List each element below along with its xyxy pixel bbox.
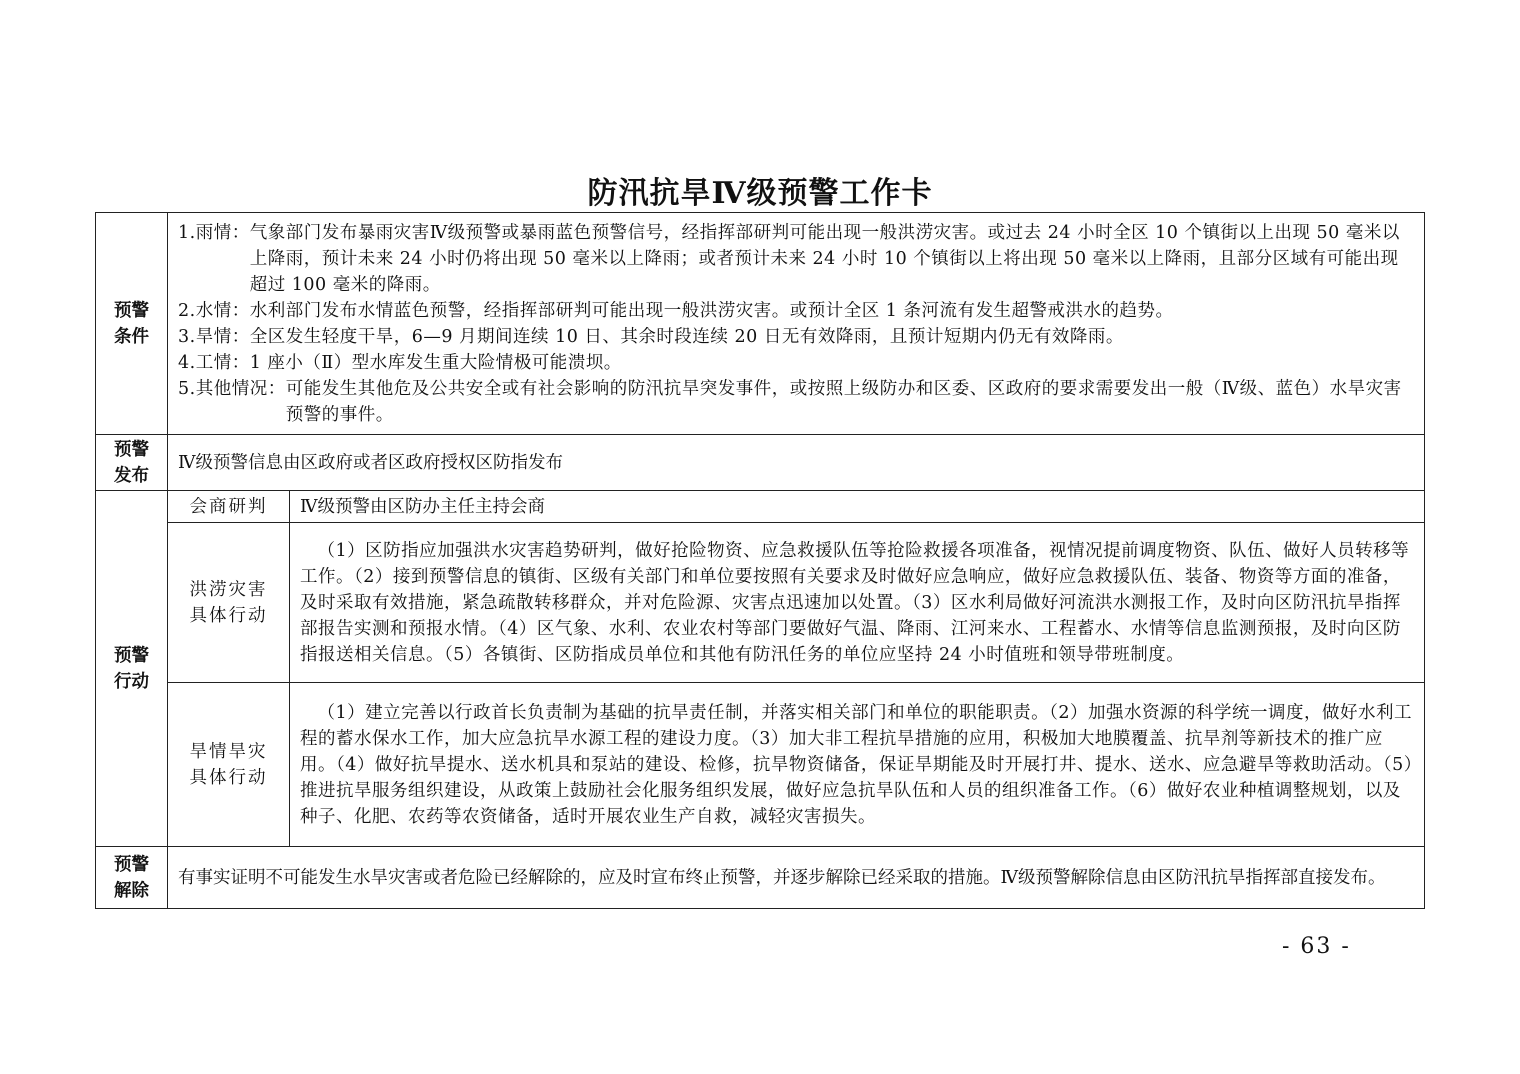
condition-item: 2.水情： 水利部门发布水情蓝色预警，经指挥部研判可能出现一般洪涝灾害。或预计全区 1 条河流有发生超警戒洪水的趋势。: [178, 300, 1174, 321]
condition-item: 3.旱情： 全区发生轻度干旱，6—9 月期间连续 10 日、其余时段连续 20 日无有效降雨，且预计短期内仍无有效降雨。: [178, 326, 1124, 347]
page-number: - 63 -: [1282, 934, 1351, 959]
condition-item: 1.雨情： 气象部门发布暴雨灾害Ⅳ级预警或暴雨蓝色预警信号，经指挥部研判可能出现一般洪涝灾害。或过去 24 小时全区 10 个镇街以上出现 50 毫米以上降雨，预计未来 24 小时仍将出现 50 毫米以上降雨；或者预计未来 24 小时 10 个镇街以上将出现 50 毫米以上降雨，且部分区域有可能出现超过 100 毫米的降雨。: [178, 222, 1400, 295]
consult-label: 会商研判: [168, 491, 290, 523]
release-text: Ⅳ级预警信息由区政府或者区政府授权区防指发布: [168, 435, 1425, 491]
drought-action-text: （1）建立完善以行政首长负责制为基础的抗旱责任制，并落实相关部门和单位的职能职责。（2）加强水资源的科学统一调度，做好水利工程的蓄水保水工作，加大应急抗旱水源工程的建设力度。（3）加大非工程抗旱措施的应用，积极加大地膜覆盖、抗旱剂等新技术的推广应用。（4）做好抗旱提水、送水机具和泵站的建设、检修，抗旱物资储备，保证旱期能及时开展打井、提水、送水、应急避旱等救助活动。（5）推进抗旱服务组织建设，从政策上鼓励社会化服务组织发展，做好应急抗旱队伍和人员的组织准备工作。（6）做好农业种植调整规划，以及种子、化肥、农药等农资储备，适时开展农业生产自救，减轻灾害损失。: [290, 683, 1425, 847]
flood-action-label: 洪涝灾害具体行动: [168, 523, 290, 683]
drought-action-label: 旱情旱灾具体行动: [168, 683, 290, 847]
warning-card-table: [95, 212, 1425, 909]
release-label: 预警发布: [96, 435, 168, 491]
conditions-label: 预警条件: [96, 213, 168, 435]
page-title: 防汛抗旱Ⅳ级预警工作卡: [587, 176, 933, 211]
consult-text: Ⅳ级预警由区防办主任主持会商: [290, 491, 1425, 523]
condition-item: 5.其他情况： 可能发生其他危及公共安全或有社会影响的防汛抗旱突发事件，或按照上级防办和区委、区政府的要求需要发出一般（Ⅳ级、蓝色）水旱灾害预警的事件。: [178, 378, 1402, 425]
flood-action-text: （1）区防指应加强洪水灾害趋势研判，做好抢险物资、应急救援队伍等抢险救援各项准备，视情况提前调度物资、队伍、做好人员转移等工作。（2）接到预警信息的镇街、区级有关部门和单位要按照有关要求及时做好应急响应，做好应急救援队伍、装备、物资等方面的准备，及时采取有效措施，紧急疏散转移群众，并对危险源、灾害点迅速加以处置。（3）区水利局做好河流洪水测报工作，及时向区防汛抗旱指挥部报告实测和预报水情。（4）区气象、水利、农业农村等部门要做好气温、降雨、江河来水、工程蓄水、水情等信息监测预报，及时向区防指报送相关信息。（5）各镇街、区防指成员单位和其他有防汛任务的单位应坚持 24 小时值班和领导带班制度。: [290, 523, 1425, 683]
lift-text: 有事实证明不可能发生水旱灾害或者危险已经解除的，应及时宣布终止预警，并逐步解除已经采取的措施。Ⅳ级预警解除信息由区防汛抗旱指挥部直接发布。: [168, 847, 1425, 909]
conditions-cell: [168, 213, 1425, 435]
actions-label: 预警行动: [96, 491, 168, 847]
condition-item: 4.工情： 1 座小（Ⅱ）型水库发生重大险情极可能溃坝。: [178, 352, 622, 373]
lift-label: 预警解除: [96, 847, 168, 909]
